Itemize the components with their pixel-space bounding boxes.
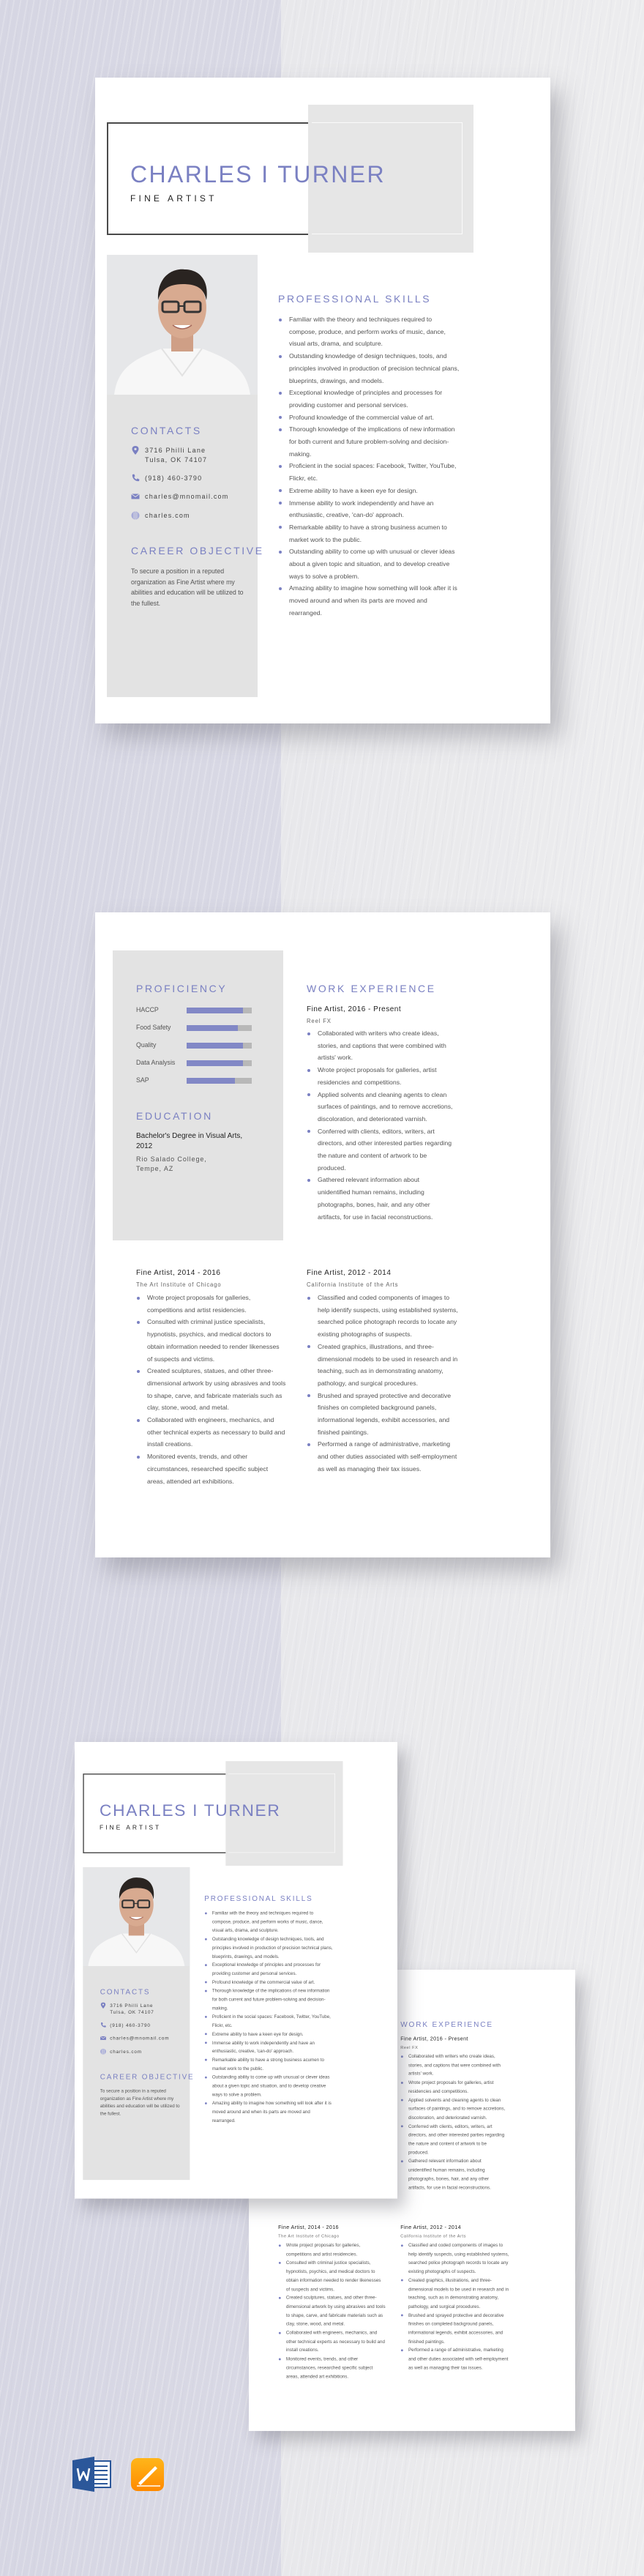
- bullet-item: Created graphics, illustrations, and three-dimensional models to be used in research and in teaching, such as in demonstrating anatomy, pathology, and surgical procedures.: [307, 1341, 460, 1390]
- proficiency-row: [136, 1041, 268, 1050]
- school-name: Rio Salado College,: [136, 1155, 207, 1163]
- bullet-item: Brushed and sprayed protective and decorative finishes on completed background panels, informational legends, exhibit accessories, and finished paintings.: [307, 1390, 460, 1439]
- bullet-item: Conferred with clients, editors, writers, art directors, and other interested parties regarding the nature and content of artwork to be produced.: [307, 1125, 453, 1175]
- bullet-item: Familiar with the theory and techniques required to compose, produce, and perform works of music, dance, visual arts, drama, and sculpture.: [204, 1909, 334, 1935]
- bullet-item: Wrote project proposals for galleries, competitions and artist residencies.: [278, 2241, 386, 2258]
- microsoft-word-icon[interactable]: [72, 2457, 112, 2492]
- proficiency-label: Food Safety: [136, 1024, 171, 1031]
- job-company: The Art Institute of Chicago: [136, 1281, 222, 1288]
- bullet-item: Wrote project proposals for galleries, competitions and artist residencies.: [136, 1292, 286, 1316]
- bullet-item: Consulted with criminal justice specialists, hypnotists, psychics, and medical doctors to obtain information needed to render likenesses of suspects and victims.: [278, 2258, 386, 2293]
- profile-photo: [107, 255, 258, 395]
- resume-page-1: [75, 1742, 397, 2199]
- envelope-icon: [100, 2035, 107, 2041]
- bullet-item: Applied solvents and cleaning agents to clean surfaces of paintings, and to remove accretions, discoloration, and deteriorated varnish.: [400, 2096, 505, 2122]
- bullet-item: Familiar with the theory and techniques required to compose, produce, and perform works of music, dance, visual arts, drama, and sculpture.: [278, 313, 461, 350]
- bullet-item: Created sculptures, statues, and other three-dimensional artwork by using abrasives and tools to shape, carve, and fabricate materials such as clay, stone, wood, and metal.: [136, 1365, 286, 1414]
- professional-skills-heading: PROFESSIONAL SKILLS: [278, 293, 432, 305]
- work-experience-heading: WORK EXPERIENCE: [307, 983, 436, 994]
- bullet-item: Remarkable ability to have a strong business acumen to market work to the public.: [278, 521, 461, 546]
- candidate-name: CHARLES I TURNER: [130, 161, 386, 187]
- job-title: Fine Artist, 2016 - Present: [400, 2036, 468, 2042]
- school-location: Tempe, AZ: [136, 1165, 174, 1172]
- job-company: California Institute of the Arts: [400, 2233, 467, 2238]
- bullet-item: Performed a range of administrative, marketing and other duties associated with self-employment as well as managing their tax issues.: [400, 2346, 511, 2372]
- phone-icon: [100, 2022, 107, 2028]
- bullet-item: Outstanding knowledge of design techniques, tools, and principles involved in production of precision technical plans, blueprints, drawings, and models.: [204, 1935, 334, 1960]
- proficiency-row: [136, 1076, 268, 1085]
- bullet-item: Created graphics, illustrations, and three-dimensional models to be used in research and in teaching, such as in demonstrating anatomy, pathology, and surgical procedures.: [400, 2276, 511, 2311]
- address-line-2: Tulsa, OK 74107: [145, 456, 208, 464]
- proficiency-bar-fill: [187, 1025, 238, 1031]
- bullet-item: Amazing ability to imagine how something will look after it is moved around and when its parts are moved and rearranged.: [204, 2099, 334, 2124]
- website-link[interactable]: charles.com: [145, 512, 190, 519]
- candidate-title: FINE ARTIST: [100, 1823, 162, 1831]
- bullet-item: Monitored events, trends, and other circumstances, researched specific subject areas, attended art exhibitions.: [136, 1451, 286, 1487]
- bullet-item: Proficient in the social spaces: Facebook, Twitter, YouTube, Flickr, etc.: [204, 2012, 334, 2030]
- resume-page-1: [95, 78, 550, 723]
- envelope-icon: [131, 492, 140, 501]
- website-link[interactable]: charles.com: [110, 2049, 142, 2055]
- bullet-item: Collaborated with writers who create ideas, stories, and captions that were combined with artists' work.: [400, 2052, 505, 2078]
- job-title: Fine Artist, 2012 - 2014: [307, 1269, 392, 1277]
- proficiency-label: SAP: [136, 1076, 149, 1084]
- job-bullets: [400, 2241, 511, 2372]
- bullet-item: Collaborated with writers who create ideas, stories, and captions that were combined with artists' work.: [307, 1027, 453, 1064]
- proficiency-bar: [187, 1043, 252, 1049]
- job-bullets: [278, 2241, 386, 2380]
- bullet-item: Immense ability to work independently and have an enthusiastic, creative, 'can-do' approach.: [278, 497, 461, 521]
- bullet-item: Gathered relevant information about unidentified human remains, including photographs, bones, hair, and any other artifacts, for use in facial reconstructions.: [307, 1174, 453, 1223]
- proficiency-label: Data Analysis: [136, 1059, 176, 1066]
- proficiency-bar-fill: [187, 1008, 243, 1013]
- bullet-item: Classified and coded components of images to help identify suspects, using established systems, searched police photograph records to locate any existing photographs of suspects.: [307, 1292, 460, 1341]
- career-objective-heading: CAREER OBJECTIVE: [131, 545, 264, 556]
- proficiency-row: [136, 1059, 268, 1068]
- job-company: California Institute of the Arts: [307, 1281, 399, 1288]
- bullet-item: Thorough knowledge of the implications of new information for both current and future problem-solving and decision-making.: [278, 423, 461, 460]
- career-objective-heading: CAREER OBJECTIVE: [100, 2072, 195, 2081]
- job-company: Reel FX: [400, 2044, 419, 2050]
- location-pin-icon: [100, 2003, 107, 2009]
- phone-number: (918) 460-3790: [110, 2022, 151, 2028]
- career-objective-text: To secure a position in a reputed organization as Fine Artist where my abilities and education will be utilized to the fullest.: [131, 567, 244, 607]
- bullet-item: Wrote project proposals for galleries, artist residencies and competitions.: [307, 1064, 453, 1088]
- proficiency-bar-fill: [187, 1078, 235, 1084]
- job-title: Fine Artist, 2016 - Present: [307, 1005, 402, 1013]
- bullet-item: Extreme ability to have a keen eye for design.: [204, 2030, 334, 2039]
- bullet-item: Collaborated with engineers, mechanics, and other technical experts as necessary to build and install creations.: [136, 1414, 286, 1451]
- bullet-item: Profound knowledge of the commercial value of art.: [204, 1978, 334, 1987]
- proficiency-heading: PROFICIENCY: [136, 983, 228, 994]
- professional-skills-list: [278, 313, 461, 619]
- apple-pages-icon[interactable]: [131, 2458, 164, 2491]
- bullet-item: Applied solvents and cleaning agents to clean surfaces of paintings, and to remove accretions, discoloration, and deteriorated varnish.: [307, 1089, 453, 1125]
- bullet-item: Classified and coded components of images to help identify suspects, using established systems, searched police photograph records to locate any existing photographs of suspects.: [400, 2241, 511, 2276]
- bullet-item: Exceptional knowledge of principles and processes for providing customer and personal services.: [204, 1961, 334, 1978]
- resume-page-2: [95, 912, 550, 1557]
- address-line-1: 3716 Philli Lane: [145, 447, 206, 454]
- bullet-item: Remarkable ability to have a strong business acumen to market work to the public.: [204, 2055, 334, 2073]
- bullet-item: Collaborated with engineers, mechanics, and other technical experts as necessary to build and install creations.: [278, 2329, 386, 2355]
- bullet-item: Thorough knowledge of the implications of new information for both current and future problem-solving and decision-making.: [204, 1987, 334, 2012]
- bullet-item: Created sculptures, statues, and other three-dimensional artwork by using abrasives and tools to shape, carve, and fabricate materials such as clay, stone, wood, and metal.: [278, 2293, 386, 2329]
- proficiency-row: [136, 1006, 268, 1015]
- globe-icon: [131, 511, 140, 520]
- address-line-2: Tulsa, OK 74107: [110, 2009, 154, 2015]
- proficiency-bar: [187, 1025, 252, 1031]
- address-line-1: 3716 Philli Lane: [110, 2003, 154, 2009]
- job-title: Fine Artist, 2014 - 2016: [278, 2225, 339, 2231]
- bullet-item: Brushed and sprayed protective and decorative finishes on completed background panels, informational legends, exhibit accessories, and finished paintings.: [400, 2311, 511, 2346]
- bullet-item: Performed a range of administrative, marketing and other duties associated with self-employment as well as managing their tax issues.: [307, 1438, 460, 1475]
- contacts-heading: CONTACTS: [131, 425, 202, 436]
- job-title: Fine Artist, 2012 - 2014: [400, 2225, 461, 2231]
- proficiency-bar: [187, 1060, 252, 1066]
- phone-number: (918) 460-3790: [145, 474, 203, 482]
- globe-icon: [100, 2049, 107, 2055]
- bullet-item: Amazing ability to imagine how something will look after it is moved around and when its parts are moved and rearranged.: [278, 582, 461, 619]
- bullet-item: Outstanding knowledge of design techniques, tools, and principles involved in production of precision technical plans, blueprints, drawings, and models.: [278, 350, 461, 387]
- bullet-item: Extreme ability to have a keen eye for design.: [278, 485, 461, 497]
- proficiency-bar: [187, 1078, 252, 1084]
- candidate-name: CHARLES I TURNER: [100, 1801, 281, 1820]
- bullet-item: Gathered relevant information about unidentified human remains, including photographs, bones, hair, and any other artifacts, for use in facial reconstructions.: [400, 2157, 505, 2192]
- bullet-item: Conferred with clients, editors, writers, art directors, and other interested parties regarding the nature and content of artwork to be produced.: [400, 2122, 505, 2157]
- proficiency-row: [136, 1024, 268, 1032]
- profile-photo: [83, 1867, 190, 1966]
- bullet-item: Immense ability to work independently and have an enthusiastic, creative, 'can-do' approach.: [204, 2039, 334, 2056]
- phone-icon: [131, 474, 140, 483]
- proficiency-bar-fill: [187, 1043, 243, 1049]
- proficiency-bar: [187, 1008, 252, 1013]
- proficiency-bar-fill: [187, 1060, 243, 1066]
- bullet-item: Profound knowledge of the commercial value of art.: [278, 412, 461, 424]
- candidate-title: FINE ARTIST: [130, 193, 217, 204]
- job-company: Reel FX: [307, 1018, 332, 1024]
- proficiency-label: Quality: [136, 1041, 157, 1049]
- bullet-item: Outstanding ability to come up with unusual or clever ideas about a given topic and situation, and to develop creative ways to solve a problem.: [278, 546, 461, 582]
- bullet-item: Consulted with criminal justice specialists, hypnotists, psychics, and medical doctors to obtain information needed to render likenesses of suspects and victims.: [136, 1316, 286, 1365]
- bullet-item: Outstanding ability to come up with unusual or clever ideas about a given topic and situation, and to develop creative ways to solve a problem.: [204, 2073, 334, 2099]
- job-bullets: [136, 1292, 286, 1487]
- job-company: The Art Institute of Chicago: [278, 2233, 340, 2238]
- bullet-item: Wrote project proposals for galleries, artist residencies and competitions.: [400, 2078, 505, 2096]
- email-address[interactable]: charles@mnomail.com: [110, 2035, 170, 2041]
- education-heading: EDUCATION: [136, 1110, 213, 1122]
- proficiency-label: HACCP: [136, 1006, 159, 1013]
- email-address[interactable]: charles@mnomail.com: [145, 493, 229, 500]
- professional-skills-heading: PROFESSIONAL SKILLS: [204, 1894, 313, 1903]
- job-bullets: [307, 1027, 453, 1223]
- bullet-item: Proficient in the social spaces: Facebook, Twitter, YouTube, Flickr, etc.: [278, 460, 461, 484]
- professional-skills-list: [204, 1909, 334, 2125]
- bullet-item: Monitored events, trends, and other circumstances, researched specific subject areas, attended art exhibitions.: [278, 2355, 386, 2381]
- bullet-item: Exceptional knowledge of principles and processes for providing customer and personal services.: [278, 387, 461, 411]
- contacts-heading: CONTACTS: [100, 1987, 151, 1996]
- job-bullets: [307, 1292, 460, 1475]
- location-pin-icon: [131, 446, 140, 455]
- work-experience-heading: WORK EXPERIENCE: [400, 2020, 493, 2029]
- job-title: Fine Artist, 2014 - 2016: [136, 1269, 221, 1277]
- career-objective-text: To secure a position in a reputed organization as Fine Artist where my abilities and education will be utilized to the fullest.: [100, 2088, 180, 2117]
- job-bullets: [400, 2052, 505, 2192]
- education-degree: Bachelor's Degree in Visual Arts, 2012: [136, 1132, 243, 1150]
- education-school: [136, 1155, 207, 1174]
